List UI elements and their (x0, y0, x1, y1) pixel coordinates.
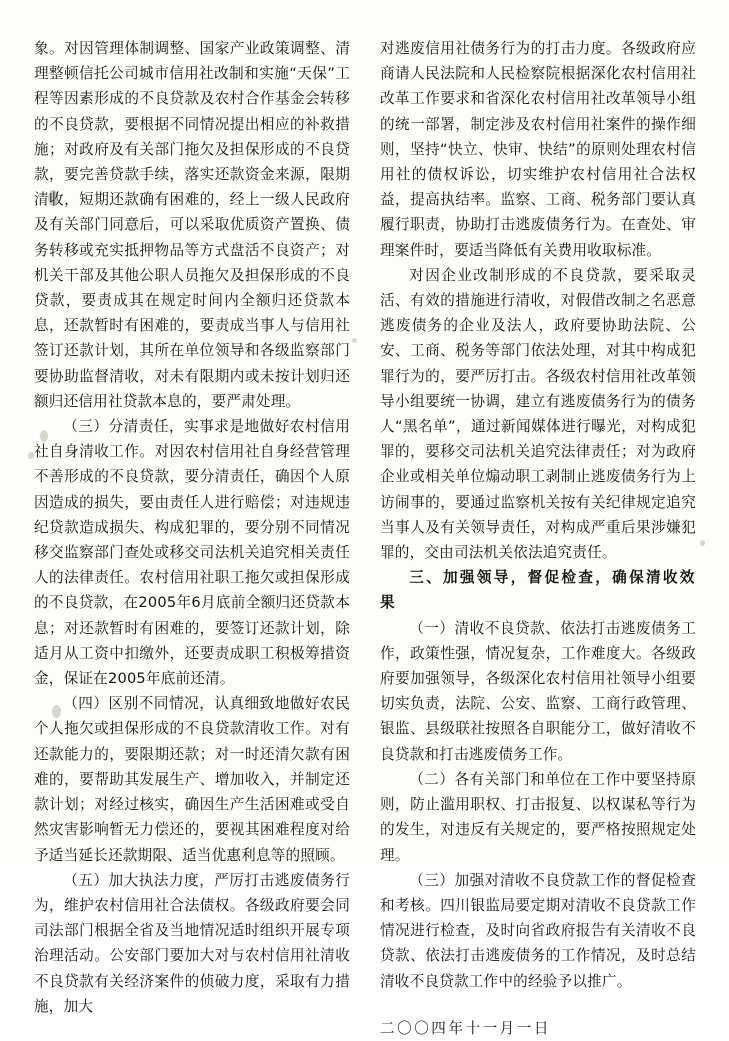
document-date: 二〇〇四年十一月一日 (380, 1019, 551, 1037)
paragraph: 象。对因管理体制调整、国家产业政策调整、清理整顿信托公司城市信用社改制和实施“天保”工程等因素形成的不良贷款及农村合作基金会转移的不良贷款，要根据不同情况提出相应的补救措施；对政府及有关部门拖欠及担保形成的不良贷款，要完善贷款手续，落实还款资金来源，限期清收，短期还款确有困难的，经上一级人民政府及有关部门同意后，可以采取优质资产置换、债务转移或充实抵押物品等方式盘活不良资产；对机关干部及其他公职人员拖欠及担保形成的不良贷款，要责成其在规定时间内全额归还贷款本息，还款暂时有困难的，要责成当事人与信用社签订还款计划，其所在单位领导和各级监察部门要协助监督清收，对未有限期内或未按计划归还额归还信用社贷款本息的，要严肃处理。 (34, 40, 350, 410)
scan-speckle (700, 540, 705, 546)
paragraph: （一）清收不良贷款、依法打击逃废债务工作，政策性强，情况复杂，工作难度大。各级政府要加强领导，各级深化农村信用社领导小组要切实负责，法院、公安、监察、工商行政管理、银监、县级联社按照各自职能分工，做好清收不良贷款和打击逃废债务工作。 (380, 619, 696, 763)
two-column-body (34, 36, 696, 1037)
right-column (380, 36, 696, 1037)
paragraph: （三）分清责任，实事求是地做好农村信用社自身清收工作。对因农村信用社自身经营管理不善形成的不良贷款，要分清责任，确因个人原因造成的损失，要由责任人进行赔偿；对违规违纪贷款造成损失、构成犯罪的，要分别不同情况移交监察部门查处或移交司法机关追究相关责任人的法律责任。农村信用社职工拖欠或担保形成的不良贷款，在2005年6月底前全额归还贷款本息；对还款暂时有困难的，要签订还款计划，除适月从工资中扣缴外，还要责成职工积极筹措资金，保证在2005年底前还清。 (34, 418, 350, 688)
left-column (34, 36, 350, 1015)
paragraph: （二）各有关部门和单位在工作中要坚持原则，防止滥用职权、打击报复、以权谋私等行为的发生，对违反有关规定的，要严格按照规定处理。 (380, 770, 696, 864)
paragraph: （四）区别不同情况，认真细致地做好农民个人拖欠或担保形成的不良贷款清收工作。对有还款能力的，要限期还款；对一时还清欠款有困难的，要帮助其发展生产、增加收入，并制定还款计划；对经过核实，确因生产生活困难或受自然灾害影响暂无力偿还的，要视其困难程度对给予适当延长还款期限、适当优惠利息等的照顾。 (34, 695, 350, 864)
paragraph: （三）加强对清收不良贷款工作的督促检查和考核。四川银监局要定期对清收不良贷款工作情况进行检查，及时向省政府报告有关清收不良贷款、依法打击逃废债务的工作情况，及时总结清收不良贷款工作中的经验予以推广。 (380, 871, 696, 990)
paragraph: （五）加大执法力度，严厉打击逃废债务行为，维护农村信用社合法债权。各级政府要会同司法部门根据全省及当地情况适时组织开展专项治理活动。公安部门要加大对与农村信用社清收不良贷款有关经济案件的侦破力度，采取有力措施，加大 (34, 871, 350, 1015)
section-heading: 三、加强领导，督促检查，确保清收效果 (380, 569, 696, 612)
paragraph: 对因企业改制形成的不良贷款，要采取灵活、有效的措施进行清收，对假借改制之名恶意逃废债务的企业及法人，政府要协助法院、公安、工商、税务等部门依法处理，对其中构成犯罪行为的，要严厉打击。各级农村信用社改革领导小组要统一协调，建立有逃废债务行为的债务人“黑名单”，通过新闻媒体进行曝光，对构成犯罪的，要移交司法机关追究法律责任；对为政府企业或相关单位煽动职工剥制止逃废债务行为上访闹事的，要通过监察机关按有关纪律规定追究当事人及有关领导责任，对构成严重后果涉嫌犯罪的，交由司法机关依法追究责任。 (380, 266, 696, 562)
paragraph: 对逃废信用社债务行为的打击力度。各级政府应商请人民法院和人民检察院根据深化农村信用社改革工作要求和省深化农村信用社改革领导小组的统一部署，制定涉及农村信用社案件的操作细则，坚持“快立、快审、快结”的原则处理农村信用社的债权诉讼，切实维护农村信用社合法权益，提高执结率。监察、工商、税务部门要认真履行职责，协助打击逃废债务行为。在查处、审理案件时，要适当降低有关费用收取标准。 (380, 40, 696, 259)
